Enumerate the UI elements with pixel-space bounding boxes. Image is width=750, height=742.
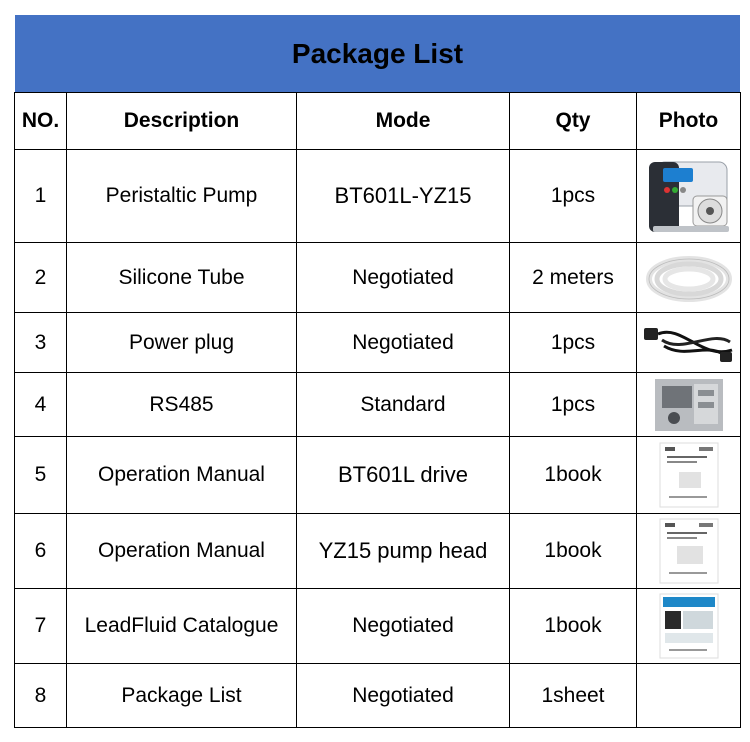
catalogue-cover-image	[659, 593, 719, 659]
page-title: Package List	[291, 38, 464, 69]
cell-photo	[637, 437, 741, 514]
power-cord-image	[642, 320, 736, 366]
header-description: Description	[67, 93, 297, 150]
cell-qty: 1pcs	[510, 150, 637, 243]
cell-mode: Negotiated	[297, 313, 510, 373]
header-qty: Qty	[510, 93, 637, 150]
rs485-module-image	[654, 378, 724, 432]
cell-photo	[637, 313, 741, 373]
cell-qty: 1pcs	[510, 373, 637, 437]
cell-photo	[637, 514, 741, 589]
table-row	[15, 313, 741, 373]
cell-qty: 1sheet	[510, 664, 637, 728]
title-bar	[15, 15, 740, 93]
cell-mode: BT601L drive	[297, 437, 510, 514]
cell-qty: 1book	[510, 437, 637, 514]
header-photo: Photo	[637, 93, 741, 150]
cell-no: 1	[15, 150, 67, 243]
table-row	[15, 514, 741, 589]
cell-qty: 2 meters	[510, 243, 637, 313]
cell-description: Silicone Tube	[67, 243, 297, 313]
table-row	[15, 437, 741, 514]
cell-mode: YZ15 pump head	[297, 514, 510, 589]
table-row	[15, 243, 741, 313]
cell-qty: 1book	[510, 589, 637, 664]
table-row	[15, 664, 741, 728]
cell-description: Peristaltic Pump	[67, 150, 297, 243]
header-no: NO.	[15, 93, 67, 150]
table-row	[15, 150, 741, 243]
table-row	[15, 373, 741, 437]
header-row	[15, 93, 741, 150]
cell-mode: Standard	[297, 373, 510, 437]
manual-cover-image	[659, 518, 719, 584]
cell-photo-empty	[637, 664, 741, 728]
cell-description: RS485	[67, 373, 297, 437]
cell-mode: Negotiated	[297, 664, 510, 728]
cell-no: 6	[15, 514, 67, 589]
cell-no: 3	[15, 313, 67, 373]
cell-description: Operation Manual	[67, 437, 297, 514]
cell-no: 2	[15, 243, 67, 313]
header-mode: Mode	[297, 93, 510, 150]
cell-mode: Negotiated	[297, 589, 510, 664]
cell-description: Power plug	[67, 313, 297, 373]
cell-photo	[637, 373, 741, 437]
cell-photo	[637, 589, 741, 664]
peristaltic-pump-image	[643, 156, 735, 236]
cell-description: Operation Manual	[67, 514, 297, 589]
cell-photo	[637, 150, 741, 243]
cell-qty: 1book	[510, 514, 637, 589]
cell-photo	[637, 243, 741, 313]
cell-qty: 1pcs	[510, 313, 637, 373]
cell-no: 4	[15, 373, 67, 437]
silicone-tube-image	[643, 249, 735, 307]
manual-cover-image	[659, 442, 719, 508]
cell-description: Package List	[67, 664, 297, 728]
cell-mode: BT601L-YZ15	[297, 150, 510, 243]
cell-mode: Negotiated	[297, 243, 510, 313]
package-table	[14, 92, 741, 728]
cell-no: 8	[15, 664, 67, 728]
cell-description: LeadFluid Catalogue	[67, 589, 297, 664]
table-row	[15, 589, 741, 664]
cell-no: 5	[15, 437, 67, 514]
cell-no: 7	[15, 589, 67, 664]
